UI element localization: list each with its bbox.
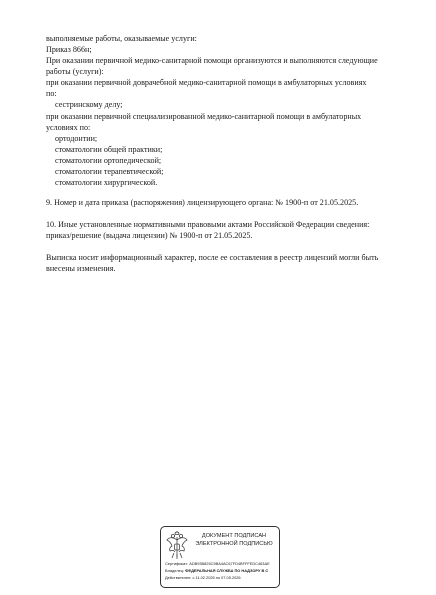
validity-value: с 11.02.2025 по 07.05.2026	[192, 575, 241, 580]
text-line: При оказании первичной медико-санитарной помощи организуются и выполняются следующие	[46, 56, 378, 65]
other-info-line: 10. Иные установленные нормативными правовыми актами Российской Федерации сведения:	[46, 220, 370, 229]
owner-label: Владелец:	[165, 568, 185, 573]
text-line: по:	[46, 89, 57, 98]
text-line: при оказании первичной доврачебной медико-санитарной помощи в амбулаторных условиях	[46, 78, 367, 87]
text-line: сестринскому делу;	[55, 100, 123, 109]
stamp-subtitle: ЭЛЕКТРОННОЙ ПОДПИСЬЮ	[195, 541, 273, 547]
electronic-signature-stamp	[160, 526, 280, 588]
text-line: Приказ 866н;	[46, 45, 92, 54]
owner-value: ФЕДЕРАЛЬНАЯ СЛУЖБА ПО НАДЗОРУ В С	[185, 568, 269, 573]
validity-label: Действителен:	[165, 575, 192, 580]
text-line: работы (услуги):	[46, 67, 104, 76]
stamp-owner	[165, 568, 279, 573]
text-line: выполняемые работы, оказываемые услуги:	[46, 34, 197, 43]
certificate-label: Сертификат:	[165, 561, 189, 566]
text-line: стоматологии терапевтической;	[55, 167, 164, 176]
other-info-line: приказ/решение (выдача лицензии) № 1900-п от 21.05.2025.	[46, 231, 253, 240]
stamp-certificate	[165, 561, 279, 566]
stamp-validity	[165, 575, 279, 580]
text-line: при оказании первичной специализированной медико-санитарной помощи в амбулаторных	[46, 112, 362, 121]
disclaimer-line: Выписка носит информационный характер, после ее составления в реестр лицензий могли быть	[46, 253, 379, 262]
text-line: стоматологии ортопедической;	[55, 156, 162, 165]
coat-of-arms-icon	[165, 531, 189, 561]
disclaimer-line: внесены изменения.	[46, 264, 116, 273]
text-line: стоматологии общей практики;	[55, 145, 163, 154]
text-line: стоматологии хирургической.	[55, 178, 158, 187]
certificate-value: ADB93B825C5BA4AC67FD4BFFFEDC463AE	[189, 561, 270, 566]
text-line: условиях по:	[46, 123, 91, 132]
stamp-title: ДОКУМЕНТ ПОДПИСАН	[201, 533, 267, 539]
order-number-line: 9. Номер и дата приказа (распоряжения) лицензирующего органа: № 1900-п от 21.05.2025.	[46, 198, 359, 207]
text-line: ортодонтии;	[55, 134, 98, 143]
